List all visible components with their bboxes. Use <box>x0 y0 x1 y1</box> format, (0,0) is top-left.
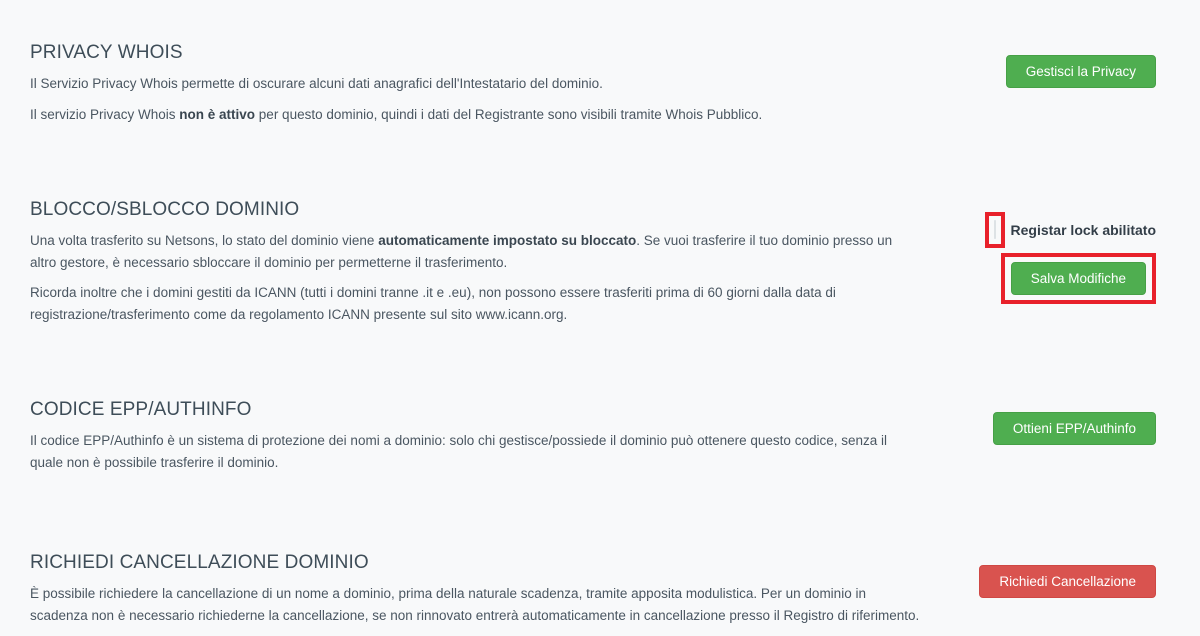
manage-privacy-button[interactable]: Gestisci la Privacy <box>1006 55 1156 88</box>
privacy-whois-paragraph-1: Il Servizio Privacy Whois permette di oscurare alcuni dati anagrafici dell'Intestatario del dominio. <box>30 76 603 91</box>
blocco-sblocco-title: BLOCCO/SBLOCCO DOMINIO <box>30 198 300 220</box>
cancellazione-paragraph-1: È possibile richiedere la cancellazione di un nome a dominio, prima della naturale scadenza, tramite apposita modulistica. Per un dominio in scadenza non è necessario richiederne la cancellazione, se non rinnovato entrerà automaticamente in cancellazione presso il Registro di riferimento. <box>30 585 920 623</box>
cancellazione-text <box>30 552 922 636</box>
get-epp-authinfo-button[interactable]: Ottieni EPP/Authinfo <box>993 412 1156 445</box>
section-richiedi-cancellazione <box>30 552 1156 636</box>
privacy-whois-actions <box>936 55 1156 88</box>
epp-authinfo-paragraph-1: Il codice EPP/Authinfo è un sistema di protezione dei nomi a dominio: solo chi gestisce/possiede il dominio può ottenere questo codice, senza il quale non è possibile trasferire il dominio. <box>30 433 887 471</box>
blocco-sblocco-actions <box>936 212 1156 304</box>
epp-authinfo-text <box>30 399 922 483</box>
registrar-lock-row <box>985 212 1156 248</box>
epp-authinfo-actions <box>936 412 1156 445</box>
blocco-sblocco-text <box>30 199 922 335</box>
epp-authinfo-title: CODICE EPP/AUTHINFO <box>30 399 252 421</box>
privacy-whois-paragraph-2: Il servizio Privacy Whois non è attivo per questo dominio, quindi i dati del Registrante sono visibili tramite Whois Pubblico. <box>30 106 763 122</box>
blocco-sblocco-paragraph-1: Una volta trasferito su Netsons, lo stato del dominio viene automaticamente impostato su bloccato. Se vuoi trasferire il tuo dominio presso un altro gestore, è necessario sbloccare il dominio per permetterne il trasferimento. <box>30 232 893 270</box>
annotation-highlight-checkbox <box>985 212 1005 248</box>
blocco-sblocco-paragraph-2: Ricorda inoltre che i domini gestiti da ICANN (tutti i domini tranne .it e .eu), non possono essere trasferiti prima di 60 giorni dalla data di registrazione/trasferimento come da regolamento ICANN presente sul sito www.icann.org. <box>30 285 836 323</box>
cancellazione-actions <box>936 565 1156 598</box>
section-privacy-whois <box>30 42 1156 135</box>
request-cancellation-button[interactable]: Richiedi Cancellazione <box>979 565 1156 598</box>
section-blocco-sblocco <box>30 199 1156 335</box>
privacy-whois-text <box>30 42 922 135</box>
privacy-whois-title: PRIVACY WHOIS <box>30 42 183 63</box>
section-epp-authinfo <box>30 399 1156 483</box>
save-changes-button[interactable]: Salva Modifiche <box>1011 262 1146 295</box>
registrar-lock-label[interactable]: Registar lock abilitato <box>1010 221 1156 238</box>
annotation-highlight-save-button <box>1001 253 1156 304</box>
registrar-lock-checkbox[interactable] <box>994 220 996 239</box>
cancellazione-title: RICHIEDI CANCELLAZIONE DOMINIO <box>30 551 369 573</box>
